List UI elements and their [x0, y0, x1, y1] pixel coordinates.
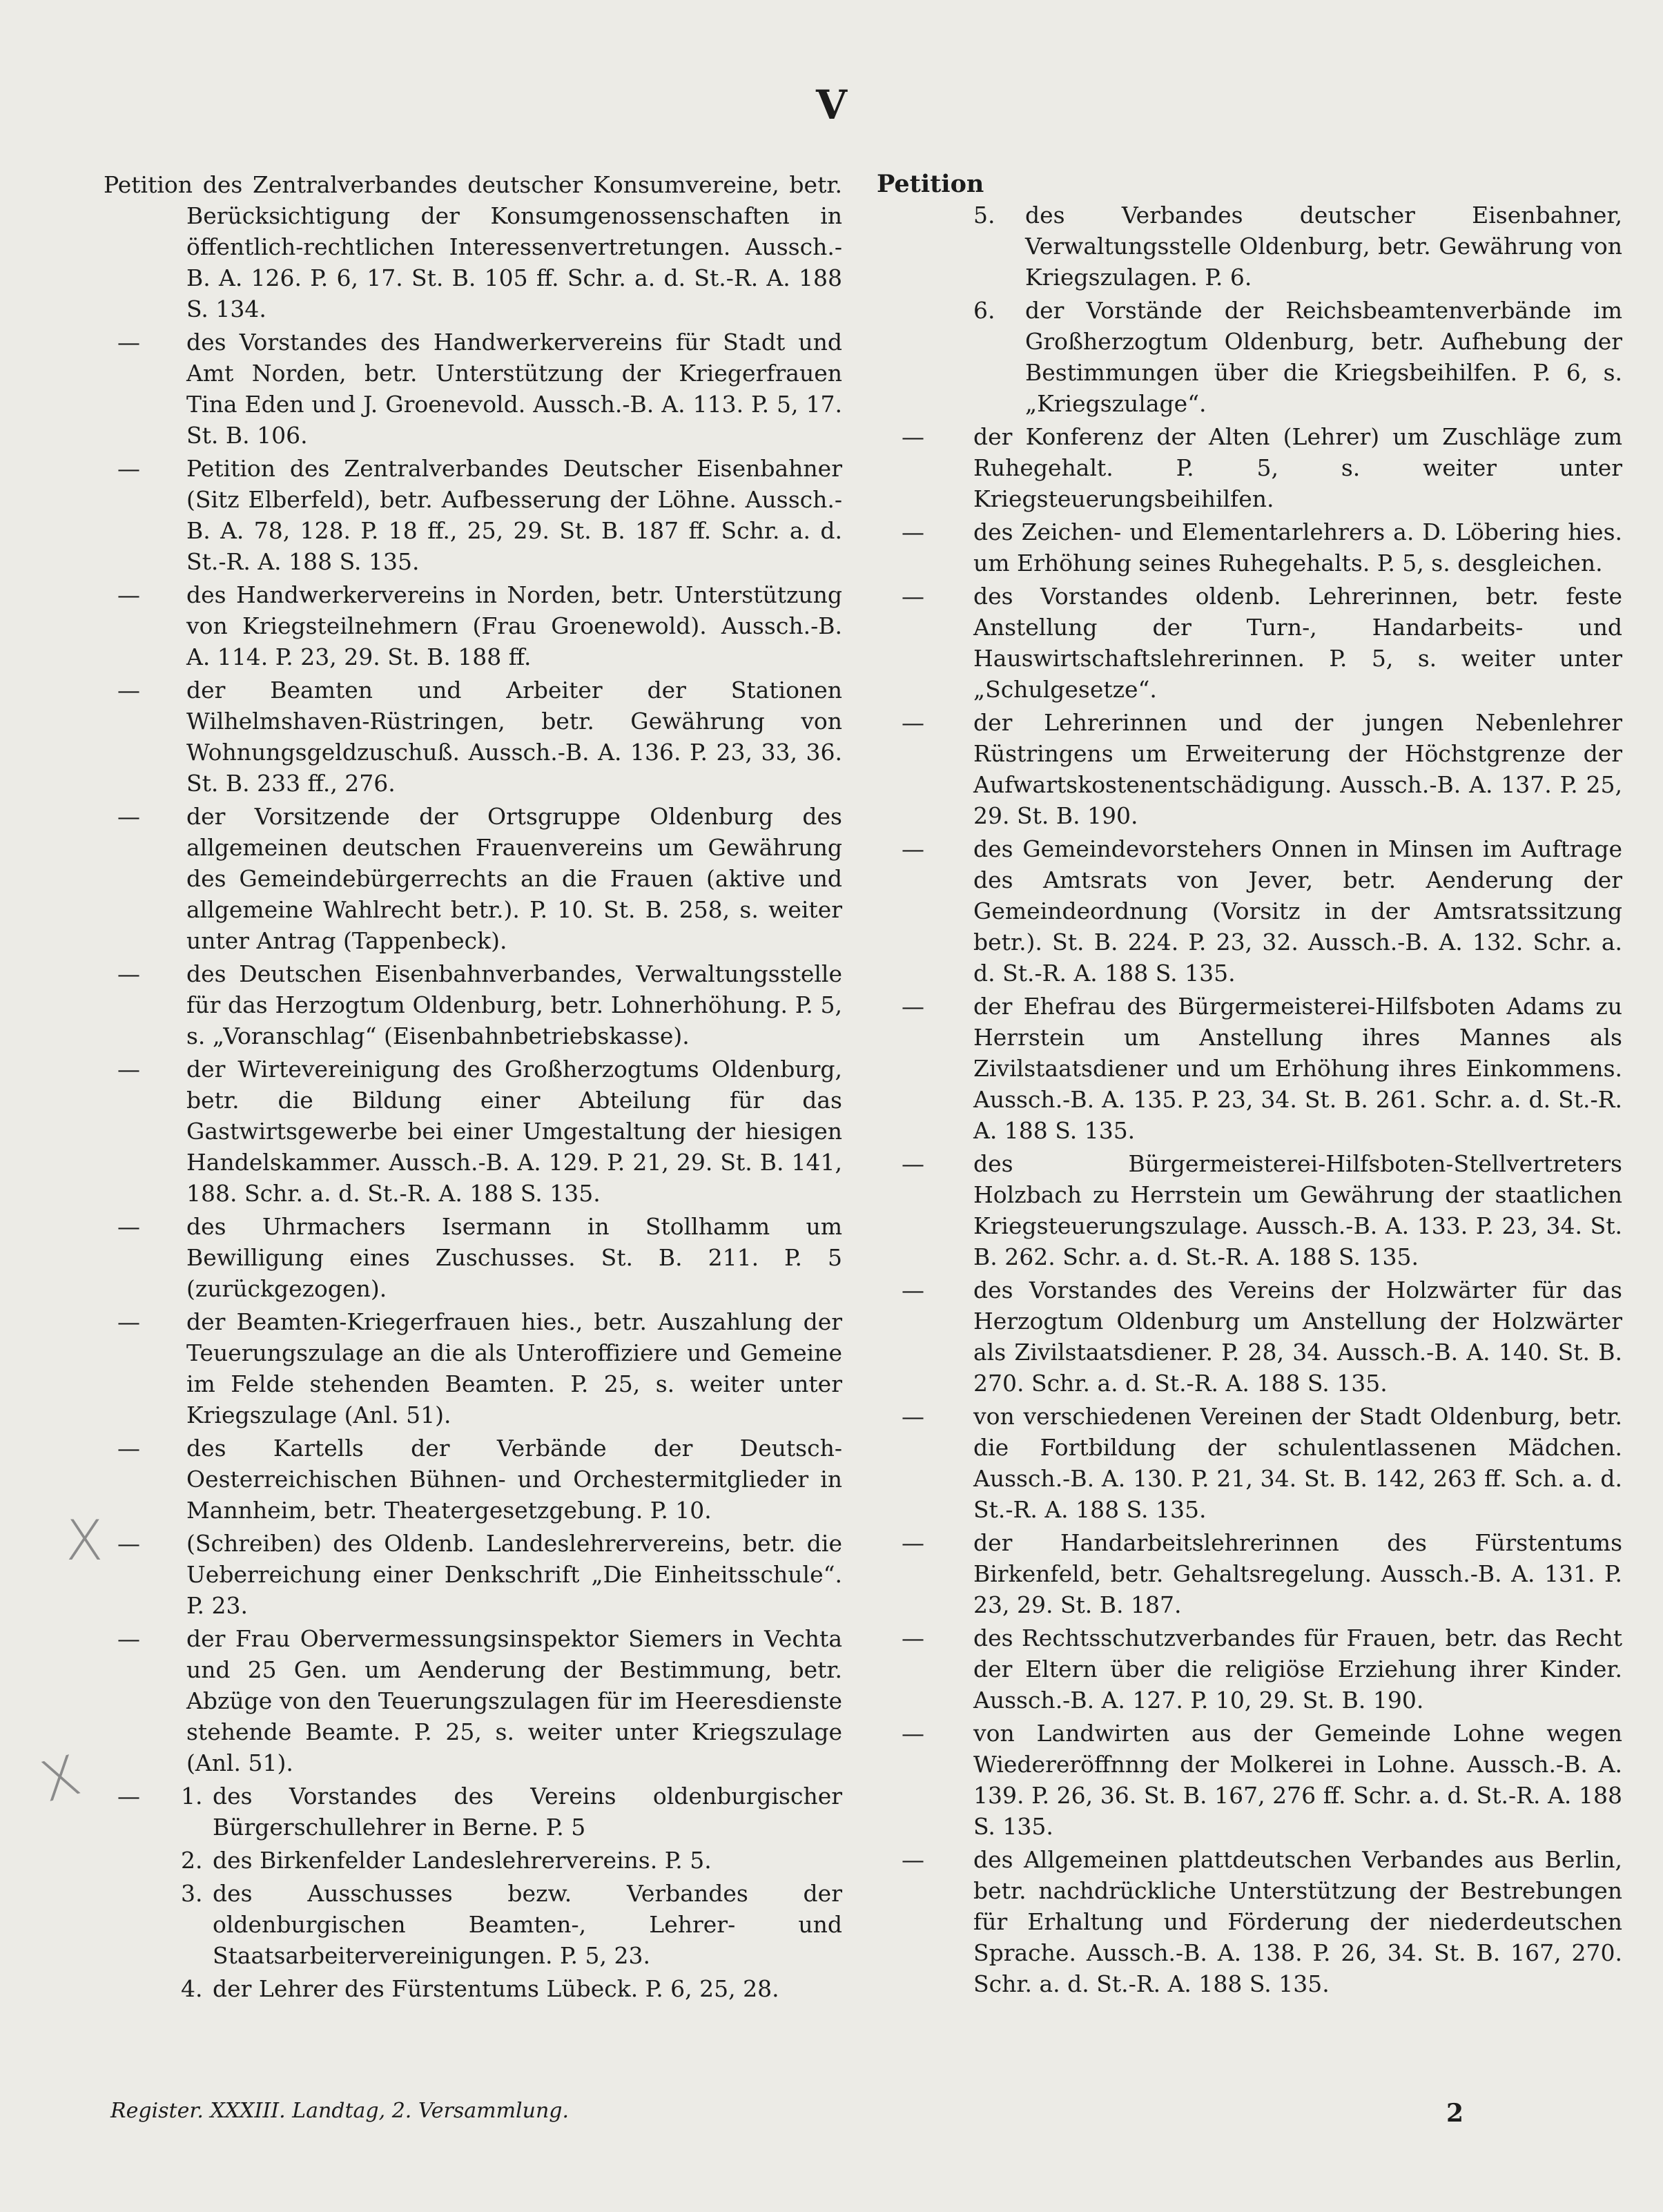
register-entry: 6. der Vorstände der Reichsbeamtenverbände im Großherzogtum Oldenburg, betr. Aufhebung der Bestimmungen über die Kriegsbeihilfen. P. 6, s. „Kriegszulage“.: [973, 297, 1622, 417]
register-entry: [877, 516, 1622, 579]
entry-dash: —: [902, 518, 924, 545]
entry-text: Petition des Zentralverbandes Deutscher Eisenbahner (Sitz Elberfeld), betr. Aufbesserung der Löhne. Aussch.-B. A. 78, 128. P. 18 ff., 25, 29. St. B. 187 ff. Schr. a. d. St.-R. A. 188 S. 135.: [186, 455, 842, 575]
entry-text: der Wirtevereinigung des Großherzogtums Oldenburg, betr. die Bildung einer Abteilung für das Gastwirtsgewerbe bei einer Umgestaltung der hiesigen Handelskammer. Aussch.-B. A. 129. P. 21, 29. St. B. 141, 188. Schr. a. d. St.-R. A. 188 S. 135.: [186, 1056, 842, 1207]
entry-dash: —: [117, 455, 140, 482]
entry-text: des Vorstandes des Handwerkervereins für Stadt und Amt Norden, betr. Unterstützung der Kriegerfrauen Tina Eden und J. Groenevold. Aussch.-B. A. 113. P. 5, 17. St. B. 106.: [186, 329, 842, 449]
register-entry: [104, 1433, 842, 1526]
entry-text: des Rechtsschutzverbandes für Frauen, betr. das Recht der Eltern über die religiöse Erziehung ihrer Kinder. Aussch.-B. A. 127. P. 10, 29. St. B. 190.: [973, 1624, 1622, 1714]
register-entry: [104, 1211, 842, 1304]
register-entry: [877, 991, 1622, 1146]
register-entry: [877, 1844, 1622, 1999]
register-entry: [104, 453, 842, 577]
entry-dash: —: [902, 1624, 924, 1651]
register-entry: [877, 1401, 1622, 1525]
entry-dash: —: [117, 1056, 140, 1083]
register-entry: 2. des Birkenfelder Landeslehrervereins. P. 5.: [181, 1847, 712, 1874]
register-entry: [877, 1622, 1622, 1716]
entry-dash: —: [117, 677, 140, 704]
register-entry: [877, 833, 1622, 989]
register-entry: [104, 327, 842, 451]
entry-text: von verschiedenen Vereinen der Stadt Oldenburg, betr. die Fortbildung der schulentlassenen Mädchen. Aussch.-B. A. 130. P. 21, 34. St. B. 142, 263 ff. Sch. a. d. St.-R. A. 188 S. 135.: [973, 1403, 1622, 1523]
register-entry: [104, 1306, 842, 1430]
left-column: [104, 169, 842, 2006]
register-entry: [104, 169, 842, 324]
footer-register-line: Register. XXXIII. Landtag, 2. Versammlung.: [110, 2099, 570, 2123]
entry-text: des Allgemeinen plattdeutschen Verbandes aus Berlin, betr. nachdrückliche Unterstützung der Bestrebungen für Erhaltung und Förderung der niederdeutschen Sprache. Aussch.-B. A. 138. P. 26, 34. St. B. 167, 270. Schr. a. d. St.-R. A. 188 S. 135.: [973, 1846, 1622, 1997]
entry-text: von Landwirten aus der Gemeinde Lohne wegen Wiedereröffnnng der Molkerei in Lohne. Aussch.-B. A. 139. P. 26, 36. St. B. 167, 276 ff. Schr. a. d. St.-R. A. 188 S. 135.: [973, 1720, 1622, 1840]
entry-text: der Vorstände der Reichsbeamtenverbände im Großherzogtum Oldenburg, betr. Aufhebung der Bestimmungen über die Kriegsbeihilfen. P. 6, s. „Kriegszulage“.: [1025, 297, 1622, 417]
entry-text: des Deutschen Eisenbahnverbandes, Verwaltungsstelle für das Herzogtum Oldenburg, betr. Lohnerhöhung. P. 5, s. „Voranschlag“ (Eisenbahnbetriebskasse).: [186, 960, 842, 1049]
entry-text: des Zeichen- und Elementarlehrers a. D. Löbering hies. um Erhöhung seines Ruhegehalts. P. 5, s. desgleichen.: [973, 518, 1622, 576]
entry-text: Petition des Zentralverbandes deutscher Konsumvereine, betr. Berücksichtigung der Konsumgenossenschaften in öffentlich-rechtlichen Interessenvertretungen. Aussch.-B. A. 126. P. 6, 17. St. B. 105 ff. Schr. a. d. St.-R. A. 188 S. 134.: [104, 171, 842, 322]
entry-dash: —: [117, 1530, 140, 1557]
entry-text: der Lehrer des Fürstentums Lübeck. P. 6, 25, 28.: [213, 1975, 779, 2002]
register-entry: [104, 1528, 842, 1621]
register-entry: 4. der Lehrer des Fürstentums Lübeck. P. 6, 25, 28.: [181, 1975, 779, 2002]
entry-dash: —: [117, 1308, 140, 1335]
entry-dash: —: [117, 1435, 140, 1462]
register-entry: [104, 1623, 842, 1778]
entry-text: der Beamten-Kriegerfrauen hies., betr. Auszahlung der Teuerungszulage an die als Unteroffiziere und Gemeine im Felde stehenden Beamten. P. 25, s. weiter unter Kriegszulage (Anl. 51).: [186, 1308, 842, 1428]
entry-text: des Vorstandes oldenb. Lehrerinnen, betr. feste Anstellung der Turn-, Handarbeits- und Hauswirtschaftslehrerinnen. P. 5, s. weiter unter „Schulgesetze“.: [973, 583, 1622, 703]
entry-dash: —: [902, 835, 924, 862]
entry-dash: —: [902, 583, 924, 610]
entry-dash: —: [902, 1150, 924, 1177]
entry-text: der Vorsitzende der Ortsgruppe Oldenburg des allgemeinen deutschen Frauenvereins um Gewährung des Gemeindebürgerrechts an die Frauen (aktive und allgemeine Wahlrecht betr.). P. 10. St. B. 258, s. weiter unter Antrag (Tappenbeck).: [186, 803, 842, 954]
entry-text: der Konferenz der Alten (Lehrer) um Zuschläge zum Ruhegehalt. P. 5, s. weiter unter Kriegsteuerungsbeihilfen.: [973, 423, 1622, 512]
entry-text: des Verbandes deutscher Eisenbahner, Verwaltungsstelle Oldenburg, betr. Gewährung von Kriegszulagen. P. 6.: [1025, 202, 1622, 291]
entry-dash: —: [902, 1277, 924, 1303]
entry-text: des Gemeindevorstehers Onnen in Minsen im Auftrage des Amtsrats von Jever, betr. Aenderung der Gemeindeordnung (Vorsitz in der Amtsratssitzung betr.). St. B. 224. P. 23, 32. Aussch.-B. A. 132. Schr. a. d. St.-R. A. 188 S. 135.: [973, 835, 1622, 987]
pencil-cross-mark: X: [66, 1508, 104, 1573]
entry-text: des Vorstandes des Vereins oldenburgischer Bürgerschullehrer in Berne. P. 5: [213, 1783, 842, 1841]
register-entry: [877, 1148, 1622, 1272]
entry-dash: —: [117, 803, 140, 830]
register-entry: [104, 801, 842, 956]
entry-dash: —: [117, 581, 140, 608]
entry-text: (Schreiben) des Oldenb. Landeslehrervereins, betr. die Ueberreichung einer Denkschrift „Die Einheitsschule“. P. 23.: [186, 1530, 842, 1619]
register-entry: [877, 1274, 1622, 1399]
footer-sheet-number: 2: [1446, 2099, 1464, 2128]
page-number: V: [815, 81, 847, 128]
entry-dash: —: [117, 1783, 140, 1810]
entry-dash: —: [902, 1403, 924, 1430]
entry-text: des Ausschusses bezw. Verbandes der oldenburgischen Beamten-, Lehrer- und Staatsarbeitervereinigungen. P. 5, 23.: [213, 1880, 842, 1969]
entry-text: des Uhrmachers Isermann in Stollhamm um Bewilligung eines Zuschusses. St. B. 211. P. 5 (zurückgezogen).: [186, 1213, 842, 1302]
entry-text: des Bürgermeisterei-Hilfsboten-Stellvertreters Holzbach zu Herrstein um Gewährung der staatlichen Kriegsteuerungszulage. Aussch.-B. A. 133. P. 23, 34. St. B. 262. Schr. a. d. St.-R. A. 188 S. 135.: [973, 1150, 1622, 1270]
entry-text: der Lehrerinnen und der jungen Nebenlehrer Rüstringens um Erweiterung der Höchstgrenze der Aufwartskostenentschädigung. Aussch.-B. A. 137. P. 25, 29. St. B. 190.: [973, 709, 1622, 829]
entry-text: des Vorstandes des Vereins der Holzwärter für das Herzogtum Oldenburg um Anstellung der Holzwärter als Zivilstaatsdiener. P. 28, 34. Aussch.-B. A. 140. St. B. 270. Schr. a. d. St.-R. A. 188 S. 135.: [973, 1277, 1622, 1397]
entry-text: der Handarbeitslehrerinnen des Fürstentums Birkenfeld, betr. Gehaltsregelung. Aussch.-B. A. 131. P. 23, 29. St. B. 187.: [973, 1529, 1622, 1618]
register-entry: 3. des Ausschusses bezw. Verbandes der oldenburgischen Beamten-, Lehrer- und Staatsarbeitervereinigungen. P. 5, 23.: [181, 1880, 842, 1969]
register-entry: 5. des Verbandes deutscher Eisenbahner, Verwaltungsstelle Oldenburg, betr. Gewährung von Kriegszulagen. P. 6.: [973, 202, 1622, 291]
column-heading: Petition: [877, 170, 984, 198]
entry-dash: —: [902, 993, 924, 1020]
register-entry: [104, 675, 842, 799]
entry-dash: —: [117, 960, 140, 987]
register-entry: [104, 579, 842, 672]
entry-text: des Kartells der Verbände der Deutsch-Oesterreichischen Bühnen- und Orchestermitglieder in Mannheim, betr. Theatergesetzgebung. P. 10.: [186, 1435, 842, 1524]
entry-dash: —: [117, 1625, 140, 1652]
entry-dash: —: [117, 329, 140, 356]
register-entry: [104, 958, 842, 1051]
entry-text: der Ehefrau des Bürgermeisterei-Hilfsboten Adams zu Herrstein um Anstellung ihres Mannes als Zivilstaatsdiener und um Erhöhung ihres Einkommens. Aussch.-B. A. 135. P. 23, 34. St. B. 261. Schr. a. d. St.-R. A. 188 S. 135.: [973, 993, 1622, 1144]
entry-text: der Beamten und Arbeiter der Stationen Wilhelmshaven-Rüstringen, betr. Gewährung von Wohnungsgeldzuschuß. Aussch.-B. A. 136. P. 23, 33, 36. St. B. 233 ff., 276.: [186, 677, 842, 797]
entry-text: des Handwerkervereins in Norden, betr. Unterstützung von Kriegsteilnehmern (Frau Groenewold). Aussch.-B. A. 114. P. 23, 29. St. B. 188 ff.: [186, 581, 842, 670]
entry-dash: —: [902, 709, 924, 736]
register-entry: [877, 1527, 1622, 1620]
register-entry: [877, 581, 1622, 705]
pencil-cross-mark: X: [33, 1743, 87, 1815]
register-entry: [877, 707, 1622, 831]
register-entry: [877, 421, 1622, 514]
entry-dash: —: [902, 1720, 924, 1747]
right-column: [877, 169, 1622, 2001]
entry-text: der Frau Obervermessungsinspektor Siemers in Vechta und 25 Gen. um Aenderung der Bestimmung, betr. Abzüge von den Teuerungszulagen für im Heeresdienste stehende Beamte. P. 25, s. weiter unter Kriegszulage (Anl. 51).: [186, 1625, 842, 1776]
entry-dash: —: [117, 1213, 140, 1240]
entry-dash: —: [902, 1529, 924, 1556]
register-entry: — 1. des Vorstandes des Vereins oldenburgischer Bürgerschullehrer in Berne. P. 5: [104, 1781, 842, 1843]
entry-text: des Birkenfelder Landeslehrervereins. P. 5.: [213, 1847, 712, 1874]
entry-dash: —: [902, 1846, 924, 1873]
entry-dash: —: [902, 423, 924, 450]
register-entry: [104, 1054, 842, 1209]
register-entry: [877, 1718, 1622, 1842]
